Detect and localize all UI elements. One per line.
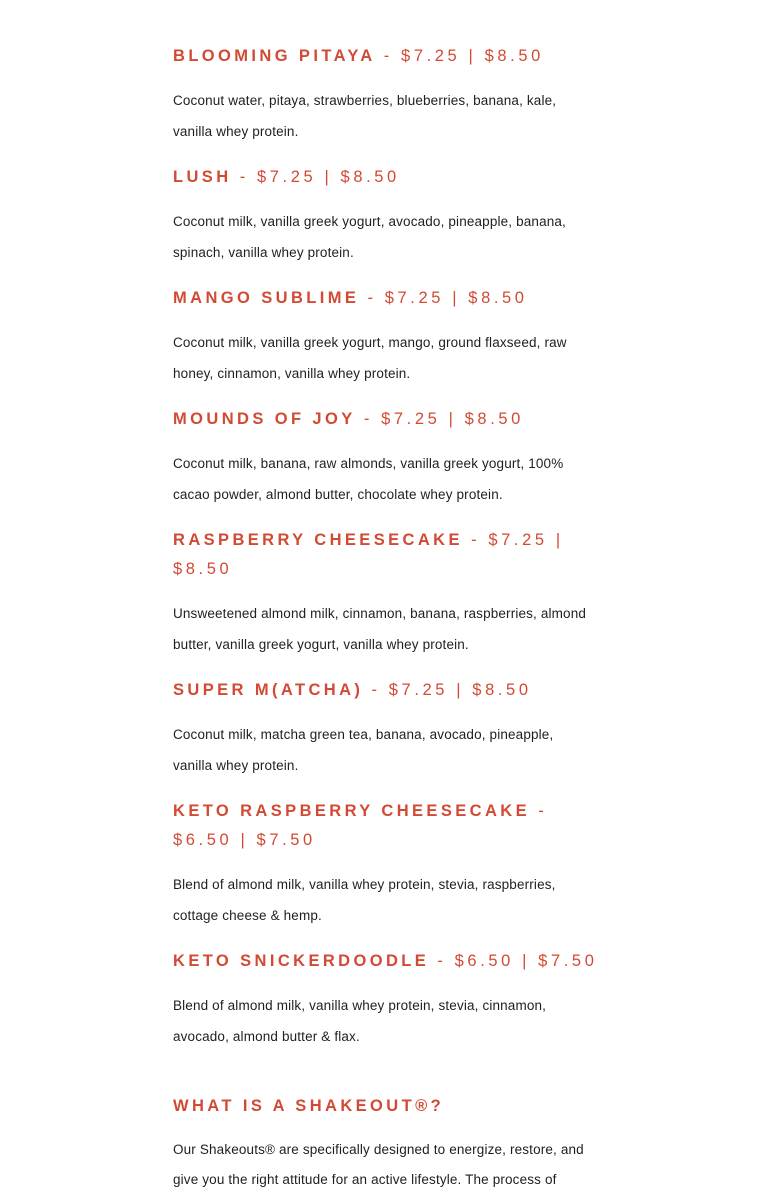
item-price: - $7.25 | $8.50 [173,531,564,578]
item-title [173,797,598,855]
menu-item-keto-raspberry-cheesecake [173,797,598,931]
item-description: Coconut water, pitaya, strawberries, blueberries, banana, kale, vanilla whey protein. [173,93,557,139]
item-price: - $6.50 | $7.50 [429,952,598,970]
item-description: Coconut milk, vanilla greek yogurt, avocado, pineapple, banana, spinach, vanilla whey protein. [173,214,566,260]
item-title [173,163,598,192]
item-description: Blend of almond milk, vanilla whey protein, stevia, cinnamon, avocado, almond butter & flax. [173,998,547,1044]
menu-item-blooming-pitaya [173,42,598,147]
item-name: MOUNDS OF JOY [173,410,356,428]
item-name: MANGO SUBLIME [173,289,360,307]
item-name: LUSH [173,168,232,186]
item-title [173,676,598,705]
item-title [173,284,598,313]
item-price: - $7.25 | $8.50 [363,681,532,699]
item-title [173,42,598,71]
item-title [173,405,598,434]
item-price: - $7.25 | $8.50 [231,168,400,186]
menu-item-lush [173,163,598,268]
menu-item-mango-sublime [173,284,598,389]
item-name: KETO RASPBERRY CHEESECAKE [173,802,531,820]
section-text-shakeout: Our Shakeouts® are specifically designed to energize, restore, and give you the right attitude for an active lifestyle. The process of [173,1142,584,1187]
item-description: Coconut milk, banana, raw almonds, vanilla greek yogurt, 100% cacao powder, almond butter, chocolate whey protein. [173,456,564,502]
menu-item-raspberry-cheesecake [173,526,598,660]
item-title [173,947,598,976]
item-price: - $6.50 | $7.50 [173,802,548,849]
item-name: KETO SNICKERDOODLE [173,952,430,970]
item-name: RASPBERRY CHEESECAKE [173,531,463,549]
menu-item-mounds-of-joy [173,405,598,510]
item-price: - $7.25 | $8.50 [375,47,544,65]
item-price: - $7.25 | $8.50 [359,289,528,307]
menu-item-super-matcha [173,676,598,781]
menu-column [173,0,598,1195]
menu-item-keto-snickerdoodle [173,947,598,1052]
item-name: BLOOMING PITAYA [173,47,376,65]
item-description: Coconut milk, vanilla greek yogurt, mango, ground flaxseed, raw honey, cinnamon, vanilla whey protein. [173,335,567,381]
item-description: Unsweetened almond milk, cinnamon, banana, raspberries, almond butter, vanilla greek yogurt, vanilla whey protein. [173,606,587,652]
item-description: Blend of almond milk, vanilla whey protein, stevia, raspberries, cottage cheese & hemp. [173,877,556,923]
item-title [173,526,598,584]
item-name: SUPER M(ATCHA) [173,681,364,699]
item-description: Coconut milk, matcha green tea, banana, avocado, pineapple, vanilla whey protein. [173,727,554,773]
section-title-shakeout: WHAT IS A SHAKEOUT®? [173,1097,445,1115]
item-price: - $7.25 | $8.50 [355,410,524,428]
